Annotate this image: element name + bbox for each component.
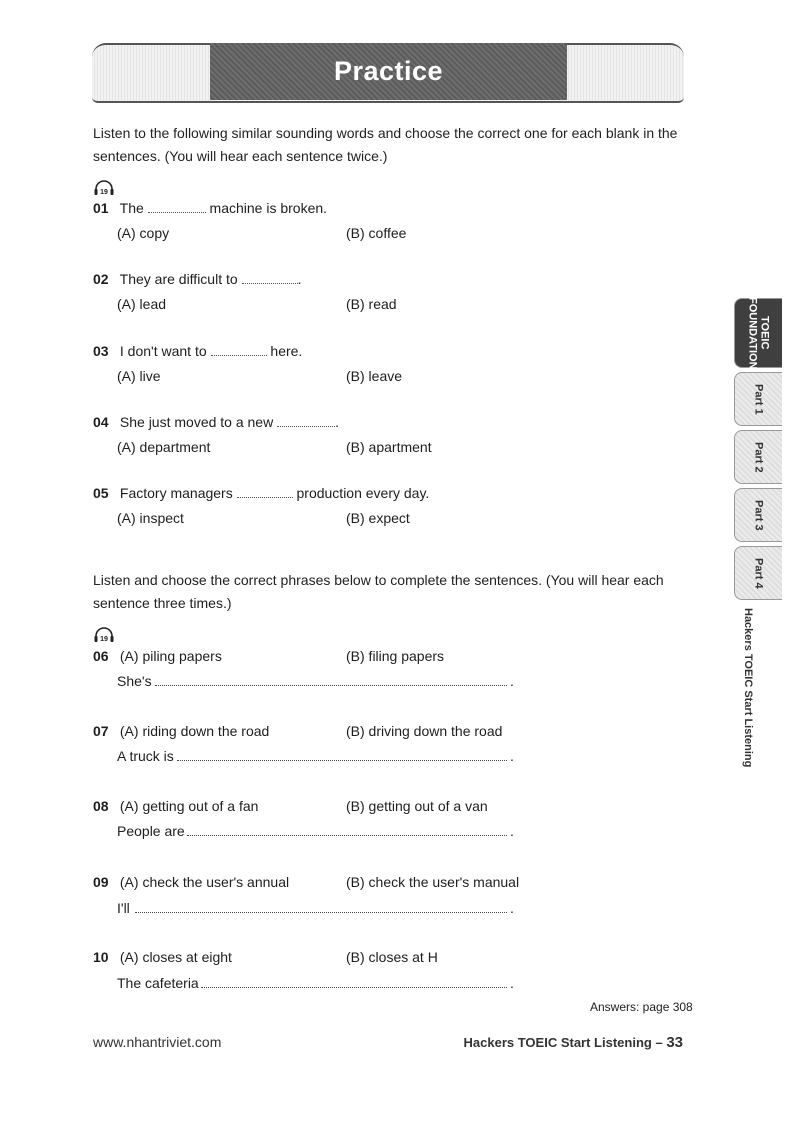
fill-line[interactable]: People are . xyxy=(117,823,514,839)
tab-part-1[interactable]: Part 1 xyxy=(734,372,782,426)
tab-toeic-foundation[interactable]: TOEIC FOUNDATION xyxy=(734,298,782,368)
side-book-title: Hackers TOEIC Start Listening xyxy=(742,608,754,768)
page-number: 33 xyxy=(666,1034,683,1051)
option-b[interactable]: (B) apartment xyxy=(346,439,432,455)
question-03: 03 I don't want to here. xyxy=(93,343,303,359)
answer-blank[interactable] xyxy=(277,412,335,427)
headphones-icon xyxy=(93,627,115,643)
answer-blank[interactable] xyxy=(237,483,293,498)
option-a[interactable]: (A) live xyxy=(117,368,161,384)
option-a[interactable]: (A) lead xyxy=(117,296,167,312)
fill-line[interactable]: She's . xyxy=(117,673,514,689)
fill-line[interactable]: I'll . xyxy=(117,900,514,916)
option-a[interactable]: (A) check the user's annual xyxy=(119,874,290,890)
question-06: 06 (A) piling papers xyxy=(93,648,222,664)
question-07: 07 (A) riding down the road xyxy=(93,723,270,739)
option-a[interactable]: (A) piling papers xyxy=(119,648,222,664)
header-banner xyxy=(210,43,567,100)
option-b[interactable]: (B) driving down the road xyxy=(346,723,503,739)
option-a[interactable]: (A) getting out of a fan xyxy=(119,798,259,814)
option-b[interactable]: (B) read xyxy=(346,296,397,312)
page-footer xyxy=(464,1034,683,1051)
option-a[interactable]: (A) department xyxy=(117,439,211,455)
fill-line[interactable]: The cafeteria . xyxy=(117,975,514,991)
question-10: 10 (A) closes at eight xyxy=(93,949,232,965)
section1-instruction: Listen to the following similar sounding words and choose the correct one for each blank in the sentences. (You will hear each sentence twice.) xyxy=(93,125,678,164)
option-a[interactable]: (A) riding down the road xyxy=(119,723,270,739)
option-b[interactable]: (B) leave xyxy=(346,368,403,384)
headphones-icon xyxy=(93,180,115,196)
option-a[interactable]: (A) copy xyxy=(117,225,170,241)
option-b[interactable]: (B) check the user's manual xyxy=(346,874,520,890)
tab-part-2[interactable]: Part 2 xyxy=(734,430,782,484)
answer-blank[interactable] xyxy=(242,269,298,284)
question-09: 09 (A) check the user's annual xyxy=(93,874,290,890)
option-b[interactable]: (B) closes at H xyxy=(346,949,438,965)
option-a[interactable]: (A) closes at eight xyxy=(119,949,232,965)
option-b[interactable]: (B) getting out of a van xyxy=(346,798,488,814)
book-title: Hackers TOEIC Start Listening – xyxy=(463,1035,663,1050)
page-title: Practice xyxy=(333,56,444,86)
question-02: 02 They are difficult to . xyxy=(93,271,302,287)
answers-reference: Answers: page 308 xyxy=(590,1000,693,1014)
question-01: 01 The machine is broken. xyxy=(93,200,328,216)
fill-line[interactable]: A truck is . xyxy=(117,748,514,764)
question-04: 04 She just moved to a new . xyxy=(93,414,339,430)
answer-blank[interactable] xyxy=(148,198,206,213)
option-b[interactable]: (B) coffee xyxy=(346,225,407,241)
track-number: 19 xyxy=(100,636,108,643)
answer-blank[interactable] xyxy=(211,341,267,356)
question-05: 05 Factory managers production every day. xyxy=(93,485,430,501)
tab-part-3[interactable]: Part 3 xyxy=(734,488,782,542)
tab-part-4[interactable]: Part 4 xyxy=(734,546,782,600)
website-link[interactable]: www.nhantriviet.com xyxy=(93,1034,222,1050)
option-b[interactable]: (B) filing papers xyxy=(346,648,445,664)
question-08: 08 (A) getting out of a fan xyxy=(93,798,259,814)
option-b[interactable]: (B) expect xyxy=(346,510,410,526)
section2-instruction: Listen and choose the correct phrases below to complete the sentences. (You will hear each sentence three times.) xyxy=(93,572,664,611)
track-number: 19 xyxy=(100,189,108,196)
option-a[interactable]: (A) inspect xyxy=(117,510,184,526)
